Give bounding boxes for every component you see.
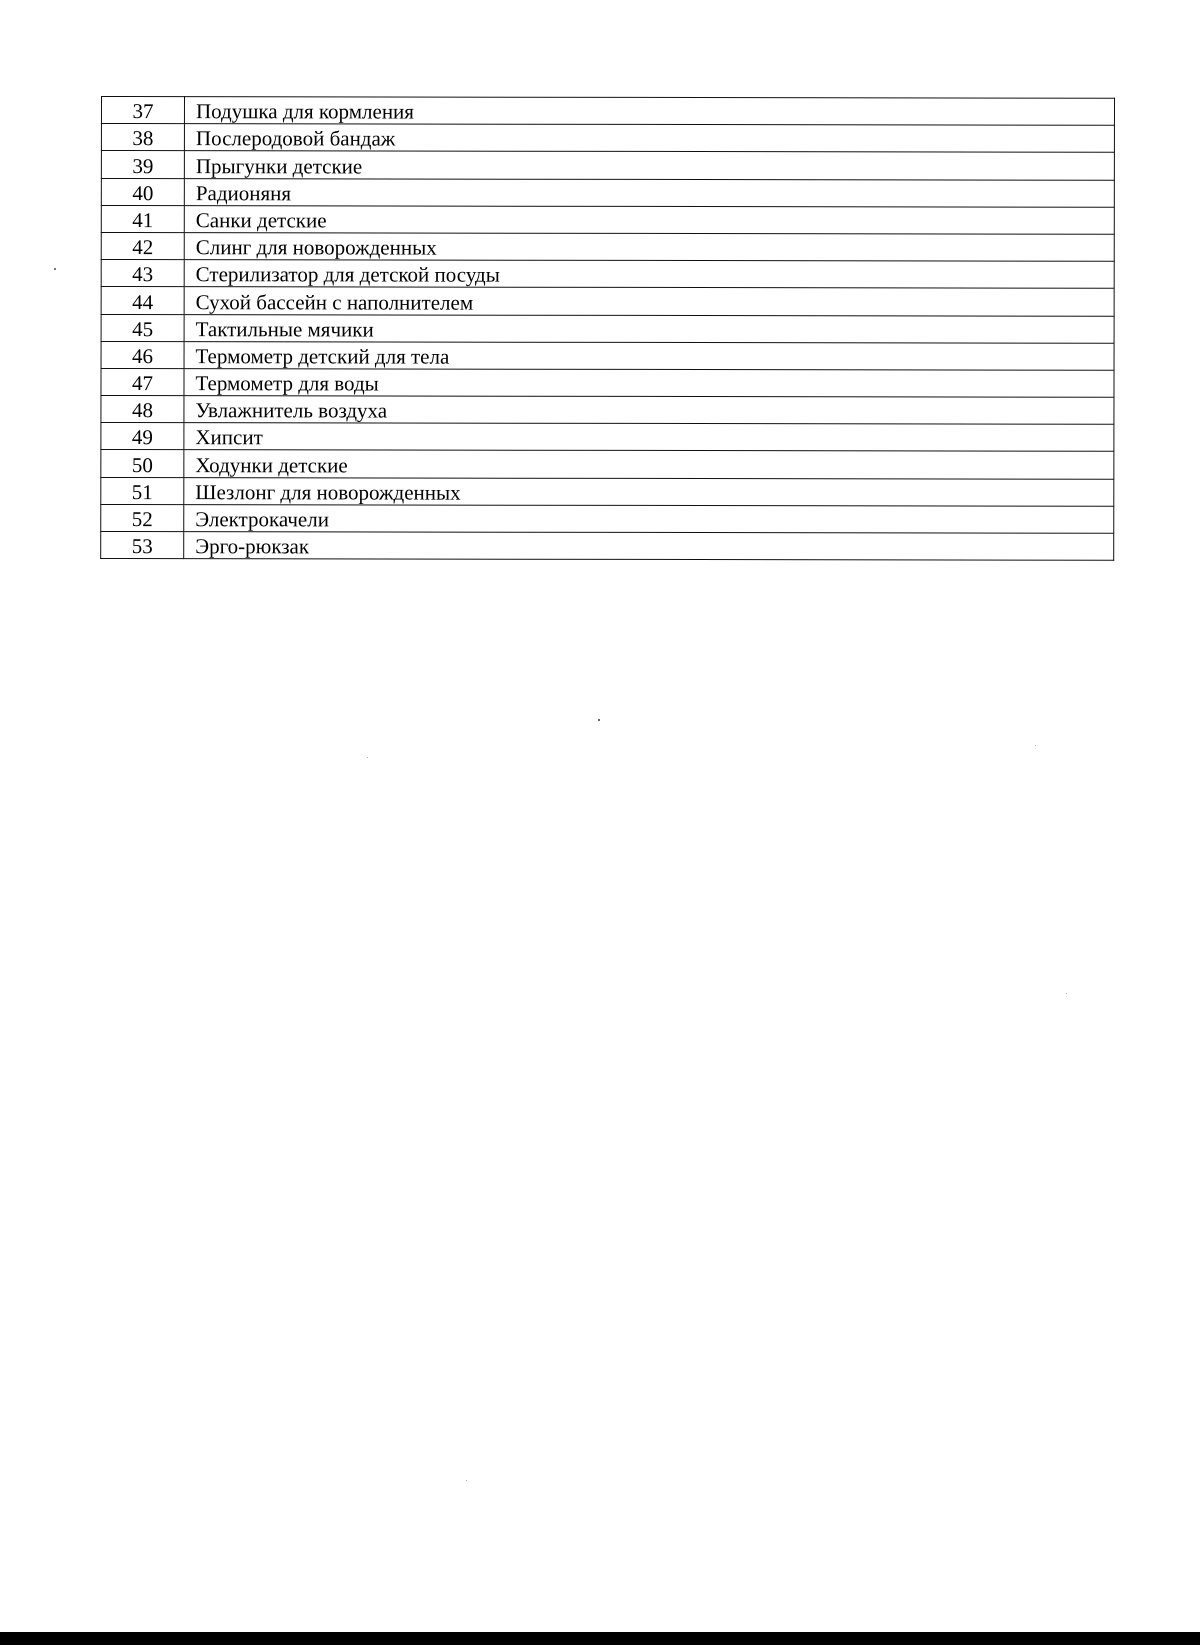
item-name: Сухой бассейн с наполнителем — [184, 287, 1114, 316]
item-name: Термометр для воды — [184, 369, 1114, 398]
item-name: Термометр детский для тела — [184, 341, 1114, 370]
table-row — [101, 314, 1114, 343]
row-number: 43 — [101, 260, 184, 287]
table-row — [101, 97, 1114, 126]
row-number: 41 — [101, 205, 184, 232]
row-number: 39 — [101, 151, 184, 178]
item-name: Санки детские — [184, 205, 1114, 234]
table-row — [101, 477, 1114, 506]
row-number: 51 — [101, 477, 184, 504]
scan-bottom-edge — [0, 1632, 1200, 1645]
table-row — [101, 396, 1114, 425]
scan-speck — [1035, 745, 1036, 746]
item-name: Электрокачели — [184, 504, 1114, 533]
row-number: 46 — [101, 341, 184, 368]
scan-speck — [1066, 993, 1067, 994]
item-name: Стерилизатор для детской посуды — [184, 260, 1114, 289]
table-row — [101, 178, 1114, 207]
table-row — [101, 423, 1114, 452]
row-number: 37 — [101, 97, 184, 124]
row-number: 42 — [101, 232, 184, 259]
scan-speck — [54, 268, 56, 270]
table-row — [101, 450, 1114, 479]
items-table-body — [101, 97, 1115, 561]
row-number: 47 — [101, 368, 184, 395]
item-name: Хипсит — [184, 423, 1114, 452]
row-number: 53 — [101, 532, 184, 559]
item-name: Подушка для кормления — [184, 97, 1114, 126]
table-row — [101, 232, 1114, 261]
table-row — [101, 287, 1114, 316]
row-number: 44 — [101, 287, 184, 314]
table-row — [101, 205, 1114, 234]
row-number: 52 — [101, 504, 184, 531]
item-name: Увлажнитель воздуха — [184, 396, 1114, 425]
item-name: Радионяня — [184, 178, 1114, 207]
scan-speck — [466, 1480, 467, 1481]
table-row — [101, 532, 1114, 561]
row-number: 38 — [101, 124, 184, 151]
table-row — [101, 504, 1114, 533]
item-name: Слинг для новорожденных — [184, 233, 1114, 262]
row-number: 49 — [101, 423, 184, 450]
item-name: Ходунки детские — [184, 450, 1114, 479]
table-row — [101, 260, 1114, 289]
item-name: Эрго-рюкзак — [184, 532, 1114, 561]
item-name: Шезлонг для новорожденных — [184, 477, 1114, 506]
row-number: 48 — [101, 396, 184, 423]
table-row — [101, 368, 1114, 397]
table-row — [101, 151, 1114, 180]
row-number: 40 — [101, 178, 184, 205]
scan-speck — [598, 719, 600, 721]
scan-speck — [367, 757, 368, 758]
item-name: Послеродовой бандаж — [184, 124, 1114, 153]
table-row — [101, 341, 1114, 370]
table-row — [101, 124, 1114, 153]
row-number: 45 — [101, 314, 184, 341]
item-name: Прыгунки детские — [184, 151, 1114, 180]
item-name: Тактильные мячики — [184, 314, 1114, 343]
items-table — [100, 96, 1115, 561]
row-number: 50 — [101, 450, 184, 477]
